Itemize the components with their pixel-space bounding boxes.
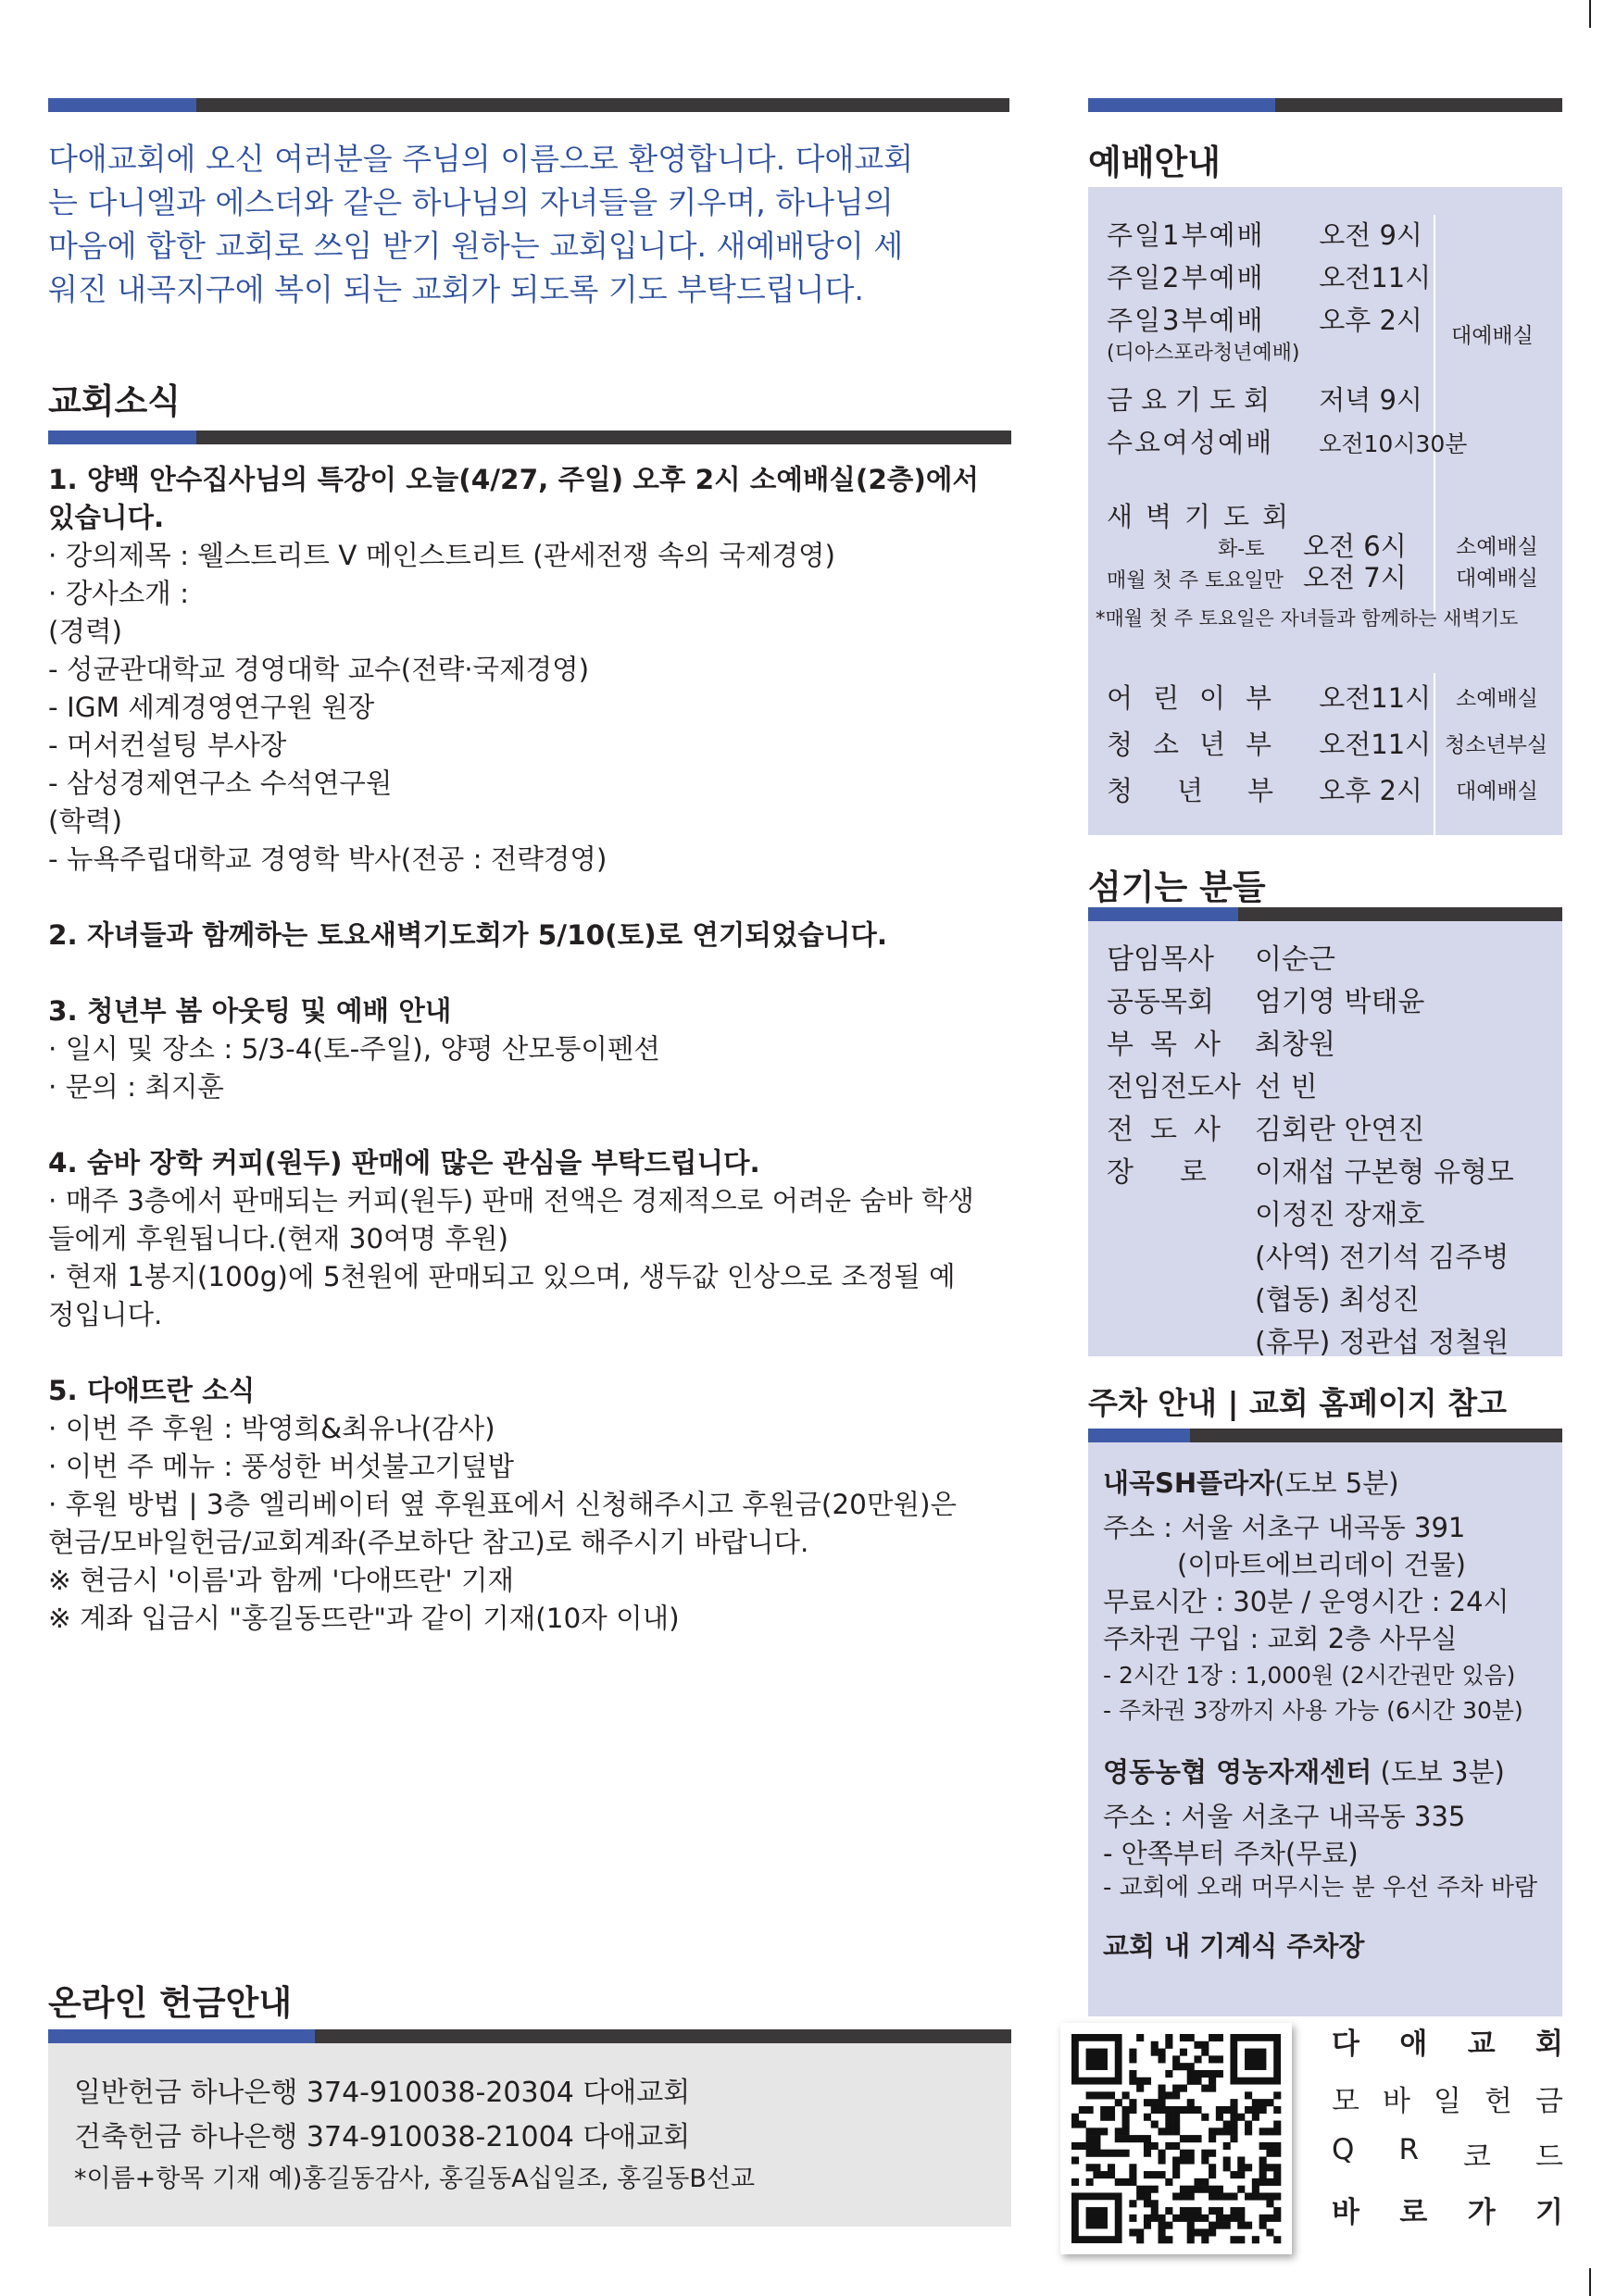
offering-rule xyxy=(48,2029,1011,2043)
news-line: · 문의 : 최지훈 xyxy=(48,1071,224,1103)
news-line: 3. 청년부 봄 아웃팅 및 예배 안내 xyxy=(48,995,452,1027)
welcome-line: 마음에 합한 교회로 쓰임 받기 원하는 교회입니다. 새예배당이 세 xyxy=(48,228,904,264)
service-name: 주일1부예배 xyxy=(1107,219,1265,251)
news-rule xyxy=(48,430,1011,444)
news-line: 정입니다. xyxy=(48,1299,163,1330)
news-line: 들에게 후원됩니다.(현재 30여명 후원) xyxy=(48,1223,509,1254)
service-time: 오전 9시 xyxy=(1319,219,1422,251)
staff-row xyxy=(1107,1319,1509,1360)
staff-row xyxy=(1107,1192,1424,1232)
staff-role: 장로 xyxy=(1107,1156,1253,1189)
staff-row xyxy=(1107,1234,1509,1275)
news-line: ※ 현금시 '이름'과 함께 '다애뜨란' 기재 xyxy=(48,1565,515,1596)
dawn-saturday: 매월 첫 주 토요일만 xyxy=(1107,569,1284,593)
lot1-name: 내곡SH플라자 xyxy=(1103,1467,1275,1499)
welcome-message xyxy=(48,137,1011,311)
service-time: 오전11시 xyxy=(1319,262,1432,293)
news-line: · 강의제목 : 웰스트리트 V 메인스트리트 (관세전쟁 속의 국제경영) xyxy=(48,540,835,571)
service-time: 오전10시30분 xyxy=(1319,430,1468,457)
staff-role: 부목사 xyxy=(1107,1029,1237,1061)
qr-code[interactable] xyxy=(1060,2023,1292,2254)
staff-panel xyxy=(1088,921,1562,1359)
news-line: ※ 계좌 입금시 "홍길동뜨란"과 같이 기재(10자 이내) xyxy=(48,1603,680,1634)
worship-panel xyxy=(1088,187,1562,835)
dept-name: 청소년부 xyxy=(1107,729,1293,760)
news-line: 2. 자녀들과 함께하는 토요새벽기도회가 5/10(토)로 연기되었습니다. xyxy=(48,919,888,951)
staff-row xyxy=(1107,979,1424,1019)
staff-row xyxy=(1107,1277,1420,1317)
service-name: 주일3부예배 xyxy=(1107,305,1265,336)
lot1-walk: (도보 5분) xyxy=(1274,1467,1399,1499)
staff-row xyxy=(1107,1106,1424,1147)
staff-rule xyxy=(1088,907,1562,921)
lot2-walk: (도보 3분) xyxy=(1380,1756,1505,1788)
dawn-weekday-time: 오전 6시 xyxy=(1303,530,1407,562)
staff-names: (휴무) 정관섭 정철원 xyxy=(1255,1327,1510,1359)
lot1-line: - 2시간 1장 : 1,000원 (2시간권만 있음) xyxy=(1103,1662,1516,1689)
lot1-line: - 주차권 3장까지 사용 가능 (6시간 30분) xyxy=(1103,1697,1523,1724)
service-time: 저녁 9시 xyxy=(1319,384,1422,416)
news-line: - 머서컨설팅 부사장 xyxy=(48,730,287,761)
lot1-line: 주차권 구입 : 교회 2층 사무실 xyxy=(1103,1623,1458,1654)
service-name: 금요기도회 xyxy=(1107,384,1279,416)
news-line: - 뉴욕주립대학교 경영학 박사(전공 : 전략경영) xyxy=(48,843,608,875)
dawn-weekday-place: 소예배실 xyxy=(1456,535,1538,559)
lot1-line: 주소 : 서울 서초구 내곡동 391 xyxy=(1103,1512,1466,1543)
news-line: · 이번 주 후원 : 박영희&최유나(감사) xyxy=(48,1413,495,1444)
news-line: · 후원 방법 | 3층 엘리베이터 옆 후원표에서 신청해주시고 후원금(20만원)은 xyxy=(48,1489,957,1520)
lot2-line: - 안쪽부터 주차(무료) xyxy=(1103,1838,1359,1869)
parking-panel xyxy=(1088,1442,1562,2016)
news-line: (학력) xyxy=(48,805,123,837)
dept-time: 오전11시 xyxy=(1319,729,1432,760)
staff-role: 공동목회 xyxy=(1107,986,1214,1018)
dawn-saturday-time: 오전 7시 xyxy=(1303,562,1407,593)
lot2-heading xyxy=(1103,1752,1505,1790)
service-name: 수요여성예배 xyxy=(1107,427,1274,458)
staff-names: 이순근 xyxy=(1255,943,1335,976)
news-line: 있습니다. xyxy=(48,502,165,533)
news-line: · 현재 1봉지(100g)에 5천원에 판매되고 있으며, 생두값 인상으로 조정될 예 xyxy=(48,1261,956,1292)
news-spacer xyxy=(48,879,1016,917)
staff-names: 최창원 xyxy=(1255,1029,1335,1061)
service-row xyxy=(1107,215,1422,253)
dept-place: 청소년부실 xyxy=(1445,733,1548,757)
news-line: 1. 양백 안수집사님의 특강이 오늘(4/27, 주일) 오후 2시 소예배실(2층)에서 xyxy=(48,464,979,495)
news-list xyxy=(48,461,1016,1638)
dept-time: 오후 2시 xyxy=(1319,775,1422,806)
news-line: - 성균관대학교 경영대학 교수(전략·국제경영) xyxy=(48,654,590,685)
qr-code-image xyxy=(1060,2023,1292,2254)
dept-place: 대예배실 xyxy=(1456,780,1538,804)
staff-names: 이재섭 구본형 유형모 xyxy=(1255,1156,1514,1189)
parking-title: 주차 안내 | 교회 홈페이지 참고 xyxy=(1088,1385,1508,1421)
news-line: · 강사소개 : xyxy=(48,578,190,609)
news-line: 4. 숨바 장학 커피(원두) 판매에 많은 관심을 부탁드립니다. xyxy=(48,1147,760,1179)
welcome-line: 워진 내곡지구에 복이 되는 교회가 되도록 기도 부탁드립니다. xyxy=(48,271,864,307)
dawn-name: 새벽기도회 xyxy=(1107,501,1302,532)
staff-names: 이정진 장재호 xyxy=(1255,1199,1425,1231)
staff-names: (협동) 최성진 xyxy=(1255,1284,1420,1316)
dept-place: 소예배실 xyxy=(1456,687,1538,711)
news-title: 교회소식 xyxy=(48,381,181,421)
service-name: 주일2부예배 xyxy=(1107,262,1265,293)
staff-role: 전도사 xyxy=(1107,1114,1237,1146)
qr-line: Q R 코 드 xyxy=(1332,2133,1563,2174)
news-line: - 삼성경제연구소 수석연구원 xyxy=(48,767,393,799)
crop-mark xyxy=(1589,0,1591,28)
worship-title: 예배안내 xyxy=(1088,143,1221,182)
news-line: · 이번 주 메뉴 : 풍성한 버섯불고기덮밥 xyxy=(48,1451,515,1482)
dept-row xyxy=(1107,770,1422,808)
lot2-line: 주소 : 서울 서초구 내곡동 335 xyxy=(1103,1801,1466,1832)
service-row xyxy=(1107,257,1431,295)
service-row xyxy=(1107,300,1422,338)
lot1-line: (이마트에브리데이 건물) xyxy=(1177,1549,1466,1580)
dawn-saturday-place: 대예배실 xyxy=(1456,567,1538,591)
staff-names: (사역) 전기석 김주병 xyxy=(1255,1242,1510,1274)
lot1-line: 무료시간 : 30분 / 운영시간 : 24시 xyxy=(1103,1586,1510,1617)
staff-role: 전임전도사 xyxy=(1107,1071,1241,1104)
dept-row xyxy=(1107,678,1431,716)
offering-note: *이름+항목 기재 예)홍길동감사, 홍길동A십일조, 홍길동B선교 xyxy=(74,2165,756,2193)
welcome-line: 다애교회에 오신 여러분을 주님의 이름으로 환영합니다. 다애교회 xyxy=(48,141,914,177)
lot1-heading xyxy=(1103,1463,1399,1501)
lot3-name: 교회 내 기계식 주차장 xyxy=(1103,1930,1365,1962)
qr-line: 다 애 교 회 xyxy=(1332,2028,1563,2061)
qr-line: 바 로 가 기 xyxy=(1332,2196,1563,2229)
staff-role: 담임목사 xyxy=(1107,943,1214,976)
dept-name: 청년부 xyxy=(1107,775,1319,806)
offering-box xyxy=(48,2043,1011,2227)
main-hall-label: 대예배실 xyxy=(1451,324,1534,348)
offering-building: 건축헌금 하나은행 374-910038-21004 다애교회 xyxy=(74,2121,691,2153)
staff-row xyxy=(1107,936,1335,977)
parking-rule xyxy=(1088,1429,1562,1442)
service-row xyxy=(1107,422,1467,460)
staff-row xyxy=(1107,1064,1318,1104)
news-spacer xyxy=(48,1334,1016,1372)
dept-name: 어린이부 xyxy=(1107,682,1293,714)
news-line: (경력) xyxy=(48,616,123,647)
news-line: · 매주 3층에서 판매되는 커피(원두) 판매 전액은 경제적으로 어려운 숨바 학생 xyxy=(48,1185,974,1217)
crop-mark xyxy=(1589,2268,1591,2296)
qr-line: 모 바 일 헌 금 xyxy=(1332,2085,1563,2118)
dept-row xyxy=(1107,724,1431,762)
staff-names: 선 빈 xyxy=(1255,1071,1318,1104)
offering-general: 일반헌금 하나은행 374-910038-20304 다애교회 xyxy=(74,2077,691,2109)
staff-names: 김회란 안연진 xyxy=(1255,1114,1425,1146)
news-line: 5. 다애뜨란 소식 xyxy=(48,1375,256,1406)
lot2-line: - 교회에 오래 머무시는 분 우선 주차 바람 xyxy=(1103,1874,1538,1902)
news-line: 현금/모바일헌금/교회계좌(주보하단 참고)로 해주시기 바랍니다. xyxy=(48,1527,809,1558)
welcome-line: 는 다니엘과 에스더와 같은 하나님의 자녀들을 키우며, 하나님의 xyxy=(48,184,894,220)
news-spacer xyxy=(48,955,1016,992)
staff-row xyxy=(1107,1149,1514,1190)
worship-rule xyxy=(1088,98,1562,112)
dept-time: 오전11시 xyxy=(1319,682,1432,714)
service-row xyxy=(1107,380,1422,418)
staff-title: 섬기는 분들 xyxy=(1088,867,1266,907)
top-rule xyxy=(48,98,1009,112)
offering-title: 온라인 헌금안내 xyxy=(48,1983,293,2023)
news-spacer xyxy=(48,1106,1016,1144)
dawn-note: *매월 첫 주 토요일은 자녀들과 함께하는 새벽기도 xyxy=(1096,607,1519,630)
dawn-weekday: 화-토 xyxy=(1218,538,1265,561)
staff-row xyxy=(1107,1021,1335,1062)
news-line: - IGM 세계경영연구원 원장 xyxy=(48,692,375,723)
staff-names: 엄기영 박태윤 xyxy=(1255,986,1425,1018)
service-time: 오후 2시 xyxy=(1319,305,1422,336)
lot2-name: 영동농협 영농자재센터 xyxy=(1103,1756,1372,1788)
news-line: · 일시 및 장소 : 5/3-4(토-주일), 양평 산모퉁이펜션 xyxy=(48,1033,660,1065)
service-note: (디아스포라청년예배) xyxy=(1107,342,1300,365)
